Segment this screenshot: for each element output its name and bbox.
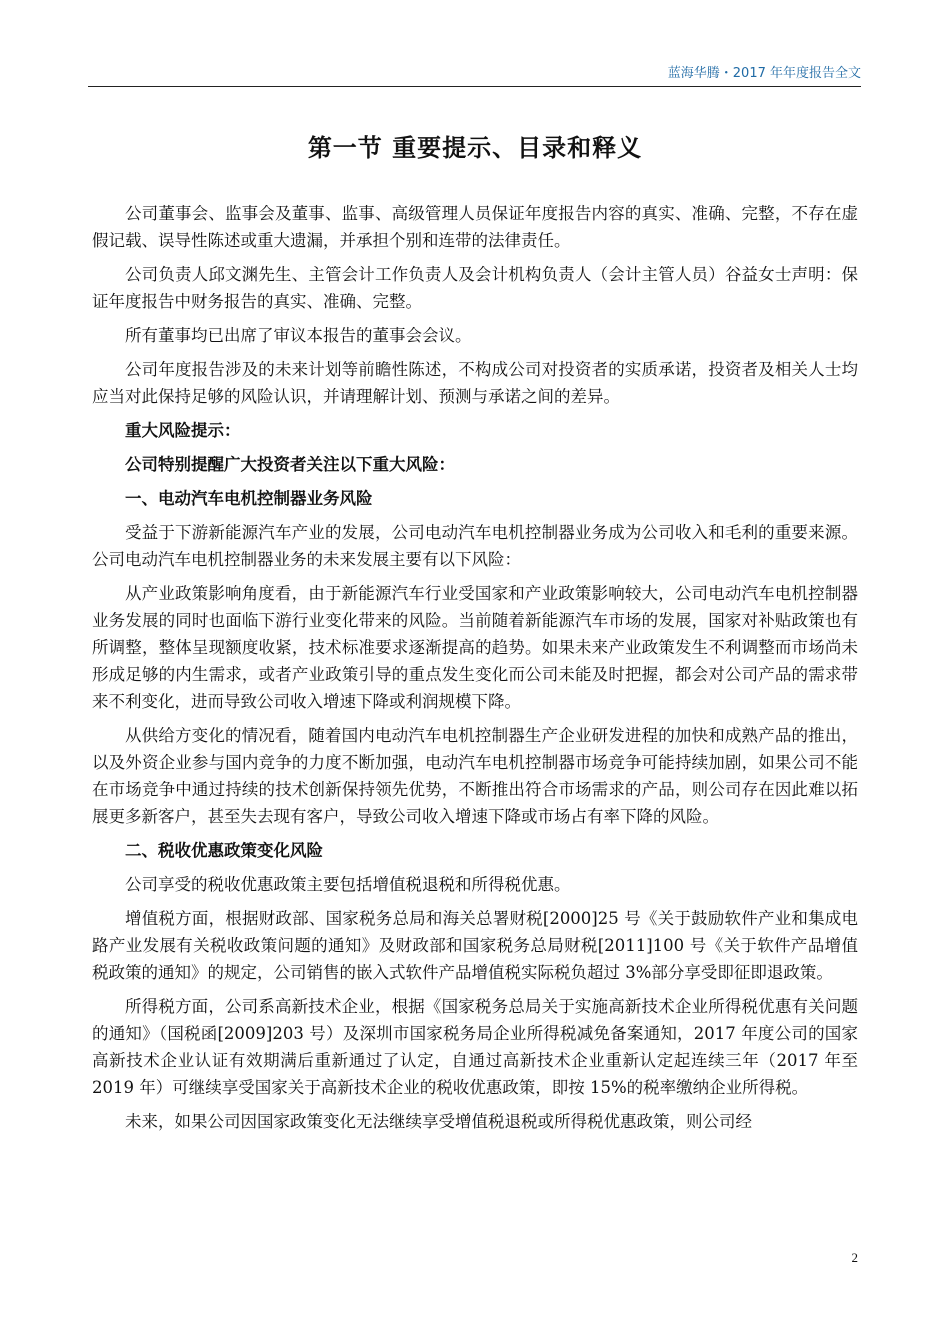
paragraph: 公司董事会、监事会及董事、监事、高级管理人员保证年度报告内容的真实、准确、完整，不存在虚假记载、误导性陈述或重大遗漏，并承担个别和连带的法律责任。 <box>92 204 858 250</box>
paragraph: 公司年度报告涉及的未来计划等前瞻性陈述，不构成公司对投资者的实质承诺，投资者及相关人士均应当对此保持足够的风险认识，并请理解计划、预测与承诺之间的差异。 <box>92 360 858 406</box>
page-number: 2 <box>851 1250 858 1265</box>
paragraph: 从供给方变化的情况看，随着国内电动汽车电机控制器生产企业研发进程的加快和成熟产品的推出，以及外资企业参与国内竞争的力度不断加强，电动汽车电机控制器市场竞争可能持续加剧，如果公司不能在市场竞争中通过持续的技术创新保持领先优势，不断推出符合市场需求的产品，则公司存在因此难以拓展更多新客户，甚至失去现有客户，导致公司收入增速下降或市场占有率下降的风险。 <box>92 726 858 826</box>
paragraph: 所有董事均已出席了审议本报告的董事会会议。 <box>125 326 472 345</box>
section-title: 第一节 重要提示、目录和释义 <box>307 134 643 162</box>
paragraph: 所得税方面，公司系高新技术企业，根据《国家税务总局关于实施高新技术企业所得税优惠有关问题的通知》（国税函[2009]203 号）及深圳市国家税务局企业所得税减免备案通知，2017 年度公司的国家高新技术企业认证有效期满后重新通过了认定，自通过高新技术企业重新认定起连续三年（2017 年至 2019 年）可继续享受国家关于高新技术企业的税收优惠政策，即按 15%的税率缴纳企业所得税。 <box>92 997 858 1097</box>
section-heading: 公司特别提醒广大投资者关注以下重大风险： <box>125 455 455 474</box>
section-heading: 重大风险提示： <box>125 421 241 440</box>
document-body <box>92 200 858 1142</box>
page-header: 蓝海华腾・2017 年年度报告全文 <box>88 62 861 87</box>
paragraph: 公司负责人邱文渊先生、主管会计工作负责人及会计机构负责人（会计主管人员）谷益女士声明：保证年度报告中财务报告的真实、准确、完整。 <box>92 265 858 311</box>
paragraph: 公司享受的税收优惠政策主要包括增值税退税和所得税优惠。 <box>125 875 571 894</box>
section-heading: 二、税收优惠政策变化风险 <box>125 841 323 860</box>
paragraph: 增值税方面，根据财政部、国家税务总局和海关总署财税[2000]25 号《关于鼓励软件产业和集成电路产业发展有关税收政策问题的通知》及财政部和国家税务总局财税[2011]100 号《关于软件产品增值税政策的通知》的规定，公司销售的嵌入式软件产品增值税实际税负超过 3%部分享受即征即退政策。 <box>92 909 858 982</box>
section-heading: 一、电动汽车电机控制器业务风险 <box>125 489 373 508</box>
paragraph: 受益于下游新能源汽车产业的发展，公司电动汽车电机控制器业务成为公司收入和毛利的重要来源。公司电动汽车电机控制器业务的未来发展主要有以下风险： <box>92 523 858 569</box>
paragraph: 未来，如果公司因国家政策变化无法继续享受增值税退税或所得税优惠政策，则公司经 <box>125 1112 752 1131</box>
paragraph: 从产业政策影响角度看，由于新能源汽车行业受国家和产业政策影响较大，公司电动汽车电机控制器业务发展的同时也面临下游行业变化带来的风险。当前随着新能源汽车市场的发展，国家对补贴政策也有所调整，整体呈现额度收紧，技术标准要求逐渐提高的趋势。如果未来产业政策发生不利调整而市场尚未形成足够的内生需求，或者产业政策引导的重点发生变化而公司未能及时把握，都会对公司产品的需求带来不利变化，进而导致公司收入增速下降或利润规模下降。 <box>92 584 858 711</box>
